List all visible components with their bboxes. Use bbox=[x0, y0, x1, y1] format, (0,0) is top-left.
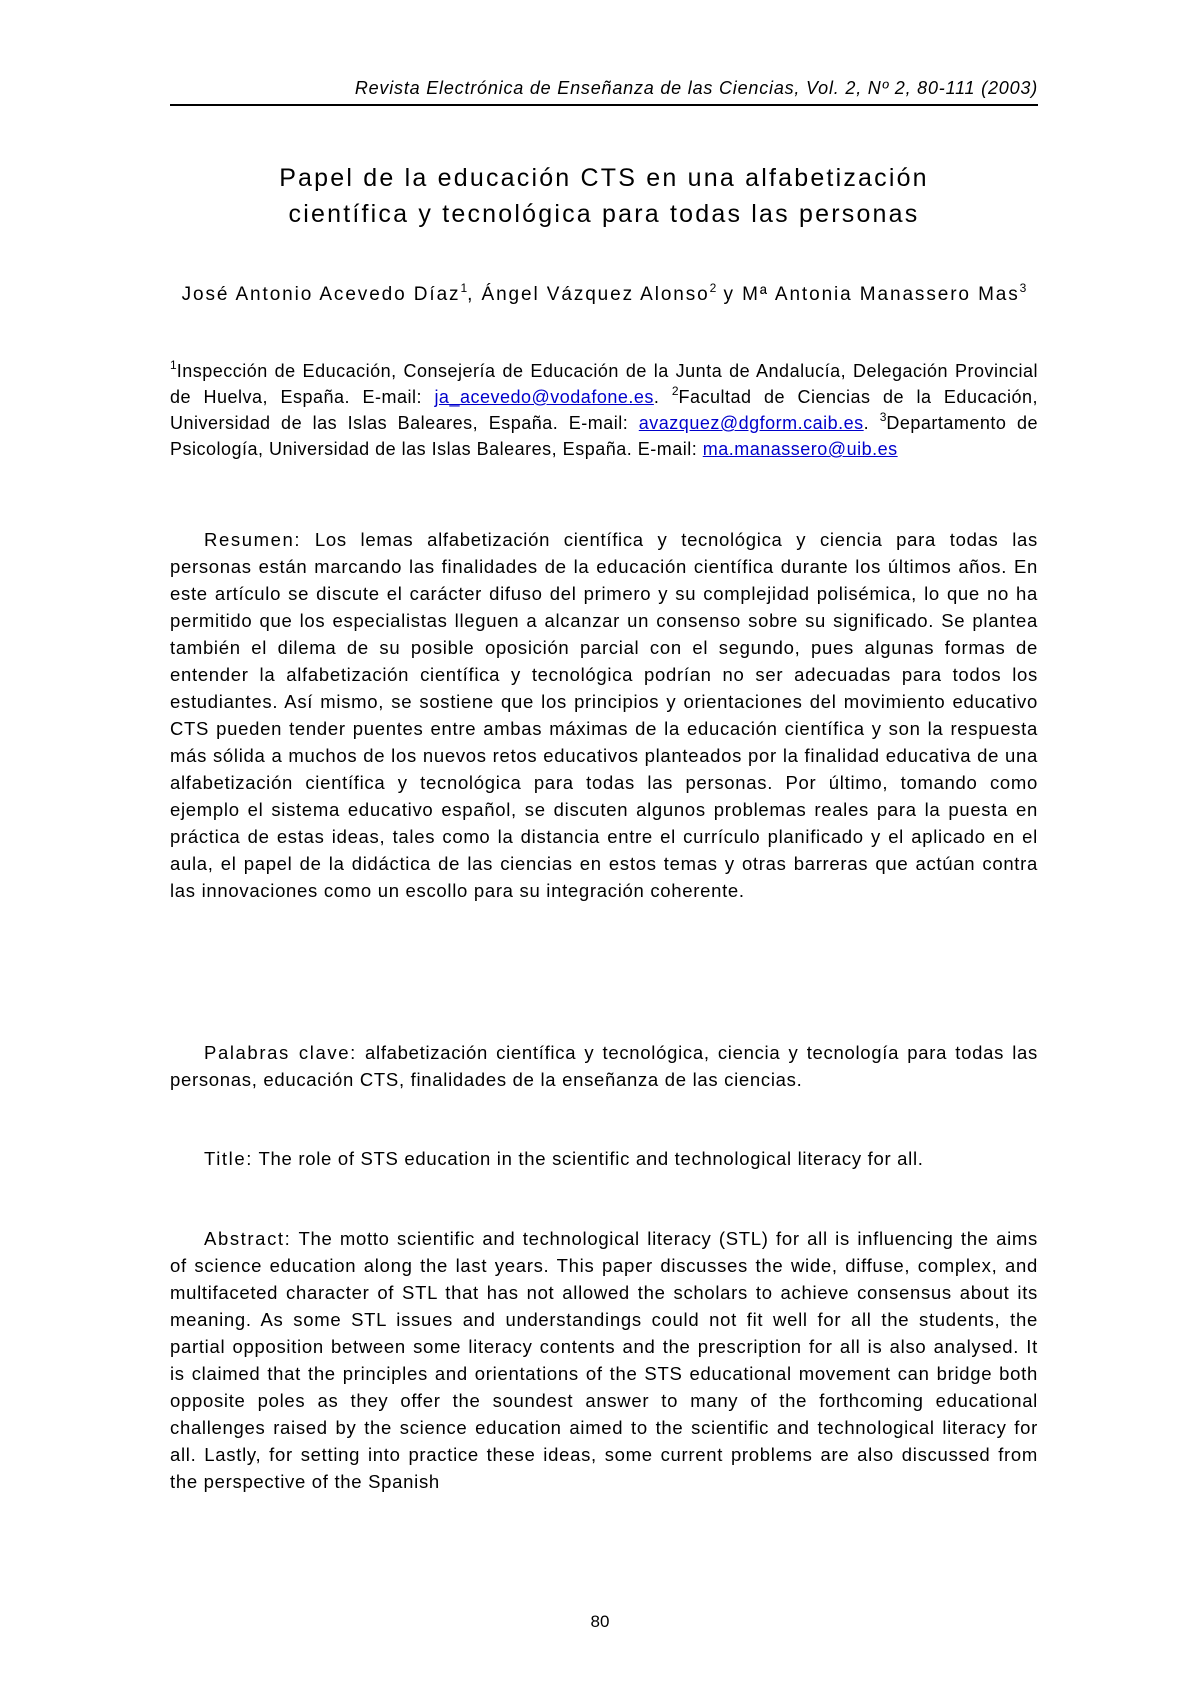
affiliation-2-punct: . bbox=[863, 413, 880, 433]
resumen-paragraph bbox=[170, 526, 1038, 904]
paper-title bbox=[170, 160, 1038, 232]
author-3: Mª Antonia Manassero Mas bbox=[742, 284, 1020, 305]
keywords-paragraph bbox=[170, 1039, 1038, 1093]
affiliation-1-email-link[interactable]: ja_acevedo@vodafone.es bbox=[434, 387, 654, 407]
author-separator: y bbox=[716, 284, 743, 305]
author-3-affiliation-mark: 3 bbox=[1019, 281, 1027, 295]
affiliation-1-text: Inspección de Educación, Consejería de Educación de la Junta de Andalucía, Delegación Provincial de Huelva, España. E-mail: bbox=[170, 361, 1038, 407]
keywords-label: Palabras clave: bbox=[204, 1041, 357, 1063]
affiliation-2-mark: 2 bbox=[671, 384, 679, 398]
resumen-label: Resumen: bbox=[204, 528, 302, 550]
keywords-text: alfabetización científica y tecnológica, ciencia y tecnología para todas las personas, educación CTS, finalidades de la enseñanza de las ciencias. bbox=[170, 1041, 1038, 1090]
title-line-1: Papel de la educación CTS en una alfabetización bbox=[279, 164, 929, 192]
author-list bbox=[170, 281, 1038, 309]
affiliation-1-mark: 1 bbox=[170, 358, 177, 372]
page-number: 80 bbox=[590, 1612, 610, 1631]
english-title-label: Title: bbox=[204, 1147, 254, 1169]
resumen-text: Los lemas alfabetización científica y tecnológica y ciencia para todas las personas están marcando las finalidades de la educación científica durante los últimos años. En este artículo se discute el carácter difuso del primero y su complejidad polisémica, lo que no ha permitido que los especialistas lleguen a alcanzar un consenso sobre su significado. Se plantea también el dilema de su posible oposición parcial con el segundo, pues algunas formas de entender la alfabetización científica y tecnológica podrían no ser adecuadas para todos los estudiantes. Así mismo, se sostiene que los principios y orientaciones del movimiento educativo CTS pueden tender puentes entre ambas máximas de la educación científica y son la respuesta más sólida a muchos de los nuevos retos educativos planteados por la finalidad educativa de una alfabetización científica y tecnológica para todas las personas. Por último, tomando como ejemplo el sistema educativo español, se discuten algunos problemas reales para la puesta en práctica de estas ideas, tales como la distancia entre el currículo planificado y el aplicado en el aula, el papel de la didáctica de las ciencias en estos temas y otras barreras que actúan contra las innovaciones como un escollo para su integración coherente. bbox=[170, 528, 1038, 901]
running-header: Revista Electrónica de Enseñanza de las Ciencias, Vol. 2, Nº 2, 80-111 (2003) bbox=[354, 78, 1038, 98]
affiliation-3-text: Departamento de Psicología, Universidad de las Islas Baleares, España. E-mail: bbox=[170, 413, 1038, 459]
abstract-paragraph bbox=[170, 1225, 1038, 1495]
author-1: José Antonio Acevedo Díaz bbox=[181, 284, 461, 305]
english-title-paragraph bbox=[170, 1145, 1038, 1172]
title-line-2: científica y tecnológica para todas las personas bbox=[288, 200, 920, 228]
affiliation-2-text: Facultad de Ciencias de la Educación, Universidad de las Islas Baleares, España. E-mail: bbox=[170, 387, 1038, 433]
author-2-affiliation-mark: 2 bbox=[709, 281, 717, 295]
affiliation-1-punct: . bbox=[653, 387, 672, 407]
author-2: Ángel Vázquez Alonso bbox=[481, 284, 710, 305]
affiliation-2-email-link[interactable]: avazquez@dgform.caib.es bbox=[638, 413, 864, 433]
author-separator: , bbox=[467, 284, 482, 305]
affiliations bbox=[170, 358, 1038, 462]
affiliation-3-mark: 3 bbox=[879, 410, 887, 424]
abstract-text: The motto scientific and technological literacy (STL) for all is influencing the aims of science education along the last years. This paper discusses the wide, diffuse, complex, and multifaceted character of STL that has not allowed the scholars to achieve consensus about its meaning. As some STL issues and understandings could not fit well for all the students, the partial opposition between some literacy contents and the prescription for all is also analysed. It is claimed that the principles and orientations of the STS educational movement can bridge both opposite poles as they offer the soundest answer to many of the forthcoming educational challenges raised by the science education aimed to the scientific and technological literacy for all. Lastly, for setting into practice these ideas, some current problems are also discussed from the perspective of the Spanish bbox=[170, 1227, 1038, 1492]
english-title-text: The role of STS education in the scientific and technological literacy for all. bbox=[253, 1147, 924, 1169]
header-rule bbox=[170, 104, 1038, 106]
affiliation-3-email-link[interactable]: ma.manassero@uib.es bbox=[702, 439, 898, 459]
author-1-affiliation-mark: 1 bbox=[460, 281, 468, 295]
abstract-label: Abstract: bbox=[204, 1227, 292, 1249]
